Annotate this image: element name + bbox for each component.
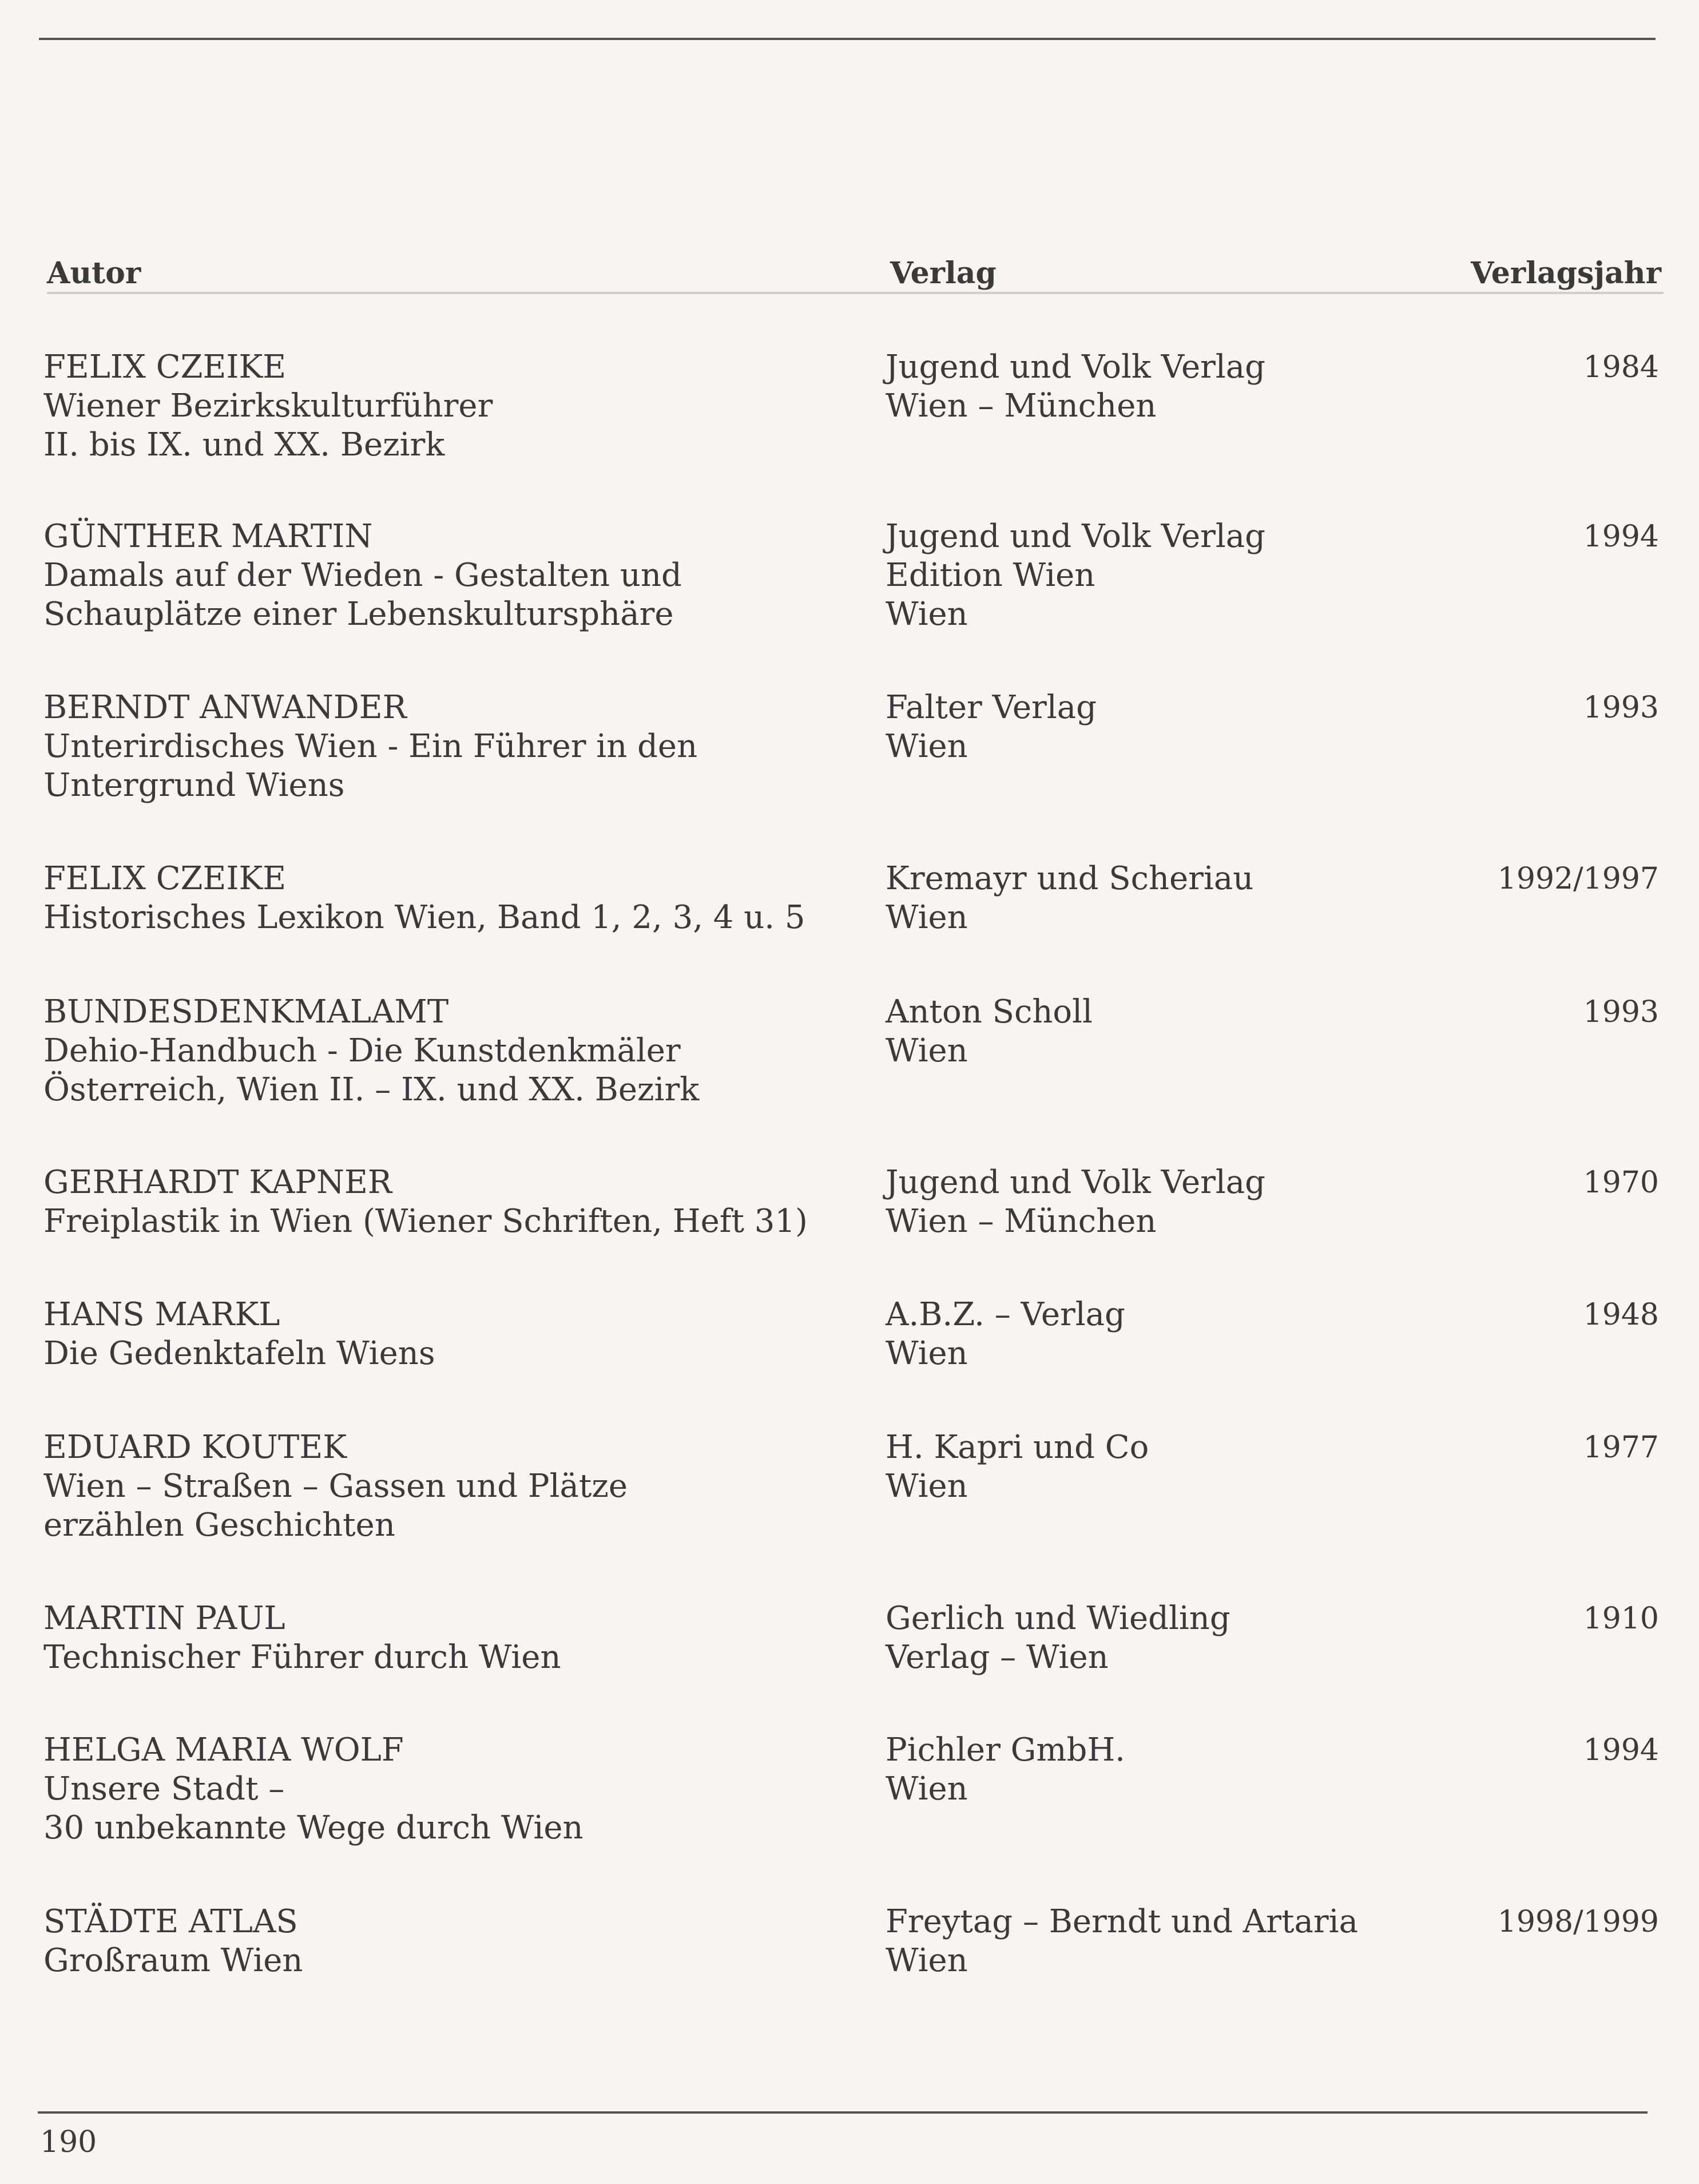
entry-publisher-column (886, 859, 1458, 937)
entry-title-line: Wien – Straßen – Gassen und Plätze (43, 1468, 628, 1505)
entry-year: 1992/1997 (1497, 862, 1659, 896)
entry-publisher-line: Kremayr und Scheriau (886, 860, 1254, 897)
entry-publisher-line: Wien (886, 899, 968, 936)
entry-publisher-line: Wien – München (886, 387, 1157, 425)
entry-author-column (43, 1428, 879, 1545)
entry-title-line: Damals auf der Wieden - Gestalten und (43, 557, 682, 594)
entry-title-line: Technischer Führer durch Wien (43, 1639, 561, 1676)
entry-year: 1977 (1583, 1430, 1659, 1465)
entry-year: 1948 (1583, 1298, 1659, 1332)
entry-publisher-line: Wien (886, 1942, 968, 1979)
entry-title-line: Dehio-Handbuch - Die Kunstdenkmäler (43, 1032, 681, 1069)
top-rule (39, 38, 1656, 40)
entry-year: 1984 (1583, 350, 1659, 385)
entry-publisher-line: Wien (886, 1335, 968, 1372)
entry-publisher-column (886, 993, 1458, 1071)
entry-year: 1994 (1583, 520, 1659, 554)
entry-title-line: erzählen Geschichten (43, 1507, 395, 1544)
entry-author-column (43, 993, 879, 1109)
entry-publisher-column (886, 1295, 1458, 1373)
page-number: 190 (40, 2125, 97, 2159)
entry-author: FELIX CZEIKE (43, 348, 287, 386)
entry-publisher-line: Wien (886, 1468, 968, 1505)
entry-year: 1910 (1583, 1602, 1659, 1636)
header-rule (47, 292, 1664, 294)
entry-publisher-line: Freytag – Berndt und Artaria (886, 1903, 1358, 1940)
entry-publisher-line: Jugend und Volk Verlag (886, 348, 1266, 386)
entry-publisher-column (886, 1731, 1458, 1809)
entry-publisher-line: A.B.Z. – Verlag (886, 1296, 1125, 1333)
entry-author-column (43, 348, 879, 465)
entry-author-column (43, 859, 879, 937)
entry-publisher-column (886, 1163, 1458, 1241)
entry-publisher-line: Wien (886, 1770, 968, 1808)
entry-publisher-line: Gerlich und Wiedling (886, 1600, 1230, 1637)
entry-title-line: Freiplastik in Wien (Wiener Schriften, Heft 31) (43, 1203, 808, 1240)
entry-publisher-column (886, 1599, 1458, 1677)
entry-title-line: Unsere Stadt – (43, 1770, 285, 1808)
table-header (0, 251, 1699, 296)
entry-title-line: Österreich, Wien II. – IX. und XX. Bezirk (43, 1071, 700, 1108)
entry-publisher-line: Edition Wien (886, 557, 1095, 594)
entry-author-column (43, 688, 879, 805)
entry-author: GERHARDT KAPNER (43, 1164, 392, 1201)
entry-publisher-line: Wien (886, 1032, 968, 1069)
entry-year: 1998/1999 (1497, 1905, 1659, 1939)
entry-title-line: Schauplätze einer Lebenskultursphäre (43, 596, 674, 633)
entry-publisher-column (886, 348, 1458, 426)
entry-publisher-line: Pichler GmbH. (886, 1731, 1125, 1769)
entry-publisher-column (886, 1428, 1458, 1506)
entry-title-line: Historisches Lexikon Wien, Band 1, 2, 3, 4 u. 5 (43, 899, 805, 936)
entry-title-line: Unterirdisches Wien - Ein Führer in den (43, 728, 698, 765)
bottom-rule (38, 2111, 1648, 2114)
entry-publisher-column (886, 688, 1458, 766)
entry-year: 1993 (1583, 995, 1659, 1029)
entry-year: 1970 (1583, 1166, 1659, 1200)
entry-publisher-line: Jugend und Volk Verlag (886, 1164, 1266, 1201)
entry-author: BUNDESDENKMALAMT (43, 993, 449, 1030)
entry-publisher-line: Jugend und Volk Verlag (886, 518, 1266, 555)
entry-publisher-line: Anton Scholl (886, 993, 1093, 1030)
entry-publisher-line: H. Kapri und Co (886, 1429, 1149, 1466)
header-verlag: Verlag (890, 256, 997, 291)
entry-title-line: Wiener Bezirkskulturführer (43, 387, 493, 425)
entry-author: STÄDTE ATLAS (43, 1903, 298, 1940)
entry-author-column (43, 1295, 879, 1373)
header-verlagsjahr: Verlagsjahr (1471, 256, 1661, 291)
entry-title-line: 30 unbekannte Wege durch Wien (43, 1809, 583, 1846)
entry-author-column (43, 517, 879, 634)
entry-title-line: II. bis IX. und XX. Bezirk (43, 426, 445, 463)
entry-author: FELIX CZEIKE (43, 860, 287, 897)
entry-year: 1994 (1583, 1733, 1659, 1767)
entry-author: BERNDT ANWANDER (43, 689, 407, 726)
entry-title-line: Großraum Wien (43, 1942, 303, 1979)
entry-publisher-line: Wien (886, 596, 968, 633)
entry-publisher-column (886, 1902, 1458, 1980)
entry-author: GÜNTHER MARTIN (43, 518, 373, 555)
entry-publisher-line: Falter Verlag (886, 689, 1097, 726)
entry-author: MARTIN PAUL (43, 1600, 285, 1637)
entry-publisher-line: Wien (886, 728, 968, 765)
entry-author: EDUARD KOUTEK (43, 1429, 347, 1466)
entry-author-column (43, 1902, 879, 1980)
entry-title-line: Untergrund Wiens (43, 767, 345, 804)
entry-title-line: Die Gedenktafeln Wiens (43, 1335, 435, 1372)
entry-author-column (43, 1163, 879, 1241)
entry-publisher-line: Wien – München (886, 1203, 1157, 1240)
entry-author-column (43, 1599, 879, 1677)
entry-year: 1993 (1583, 691, 1659, 725)
entry-author-column (43, 1731, 879, 1848)
entry-author: HELGA MARIA WOLF (43, 1731, 404, 1769)
header-autor: Autor (47, 256, 141, 291)
entry-author: HANS MARKL (43, 1296, 280, 1333)
entry-publisher-line: Verlag – Wien (886, 1639, 1109, 1676)
entry-publisher-column (886, 517, 1458, 634)
